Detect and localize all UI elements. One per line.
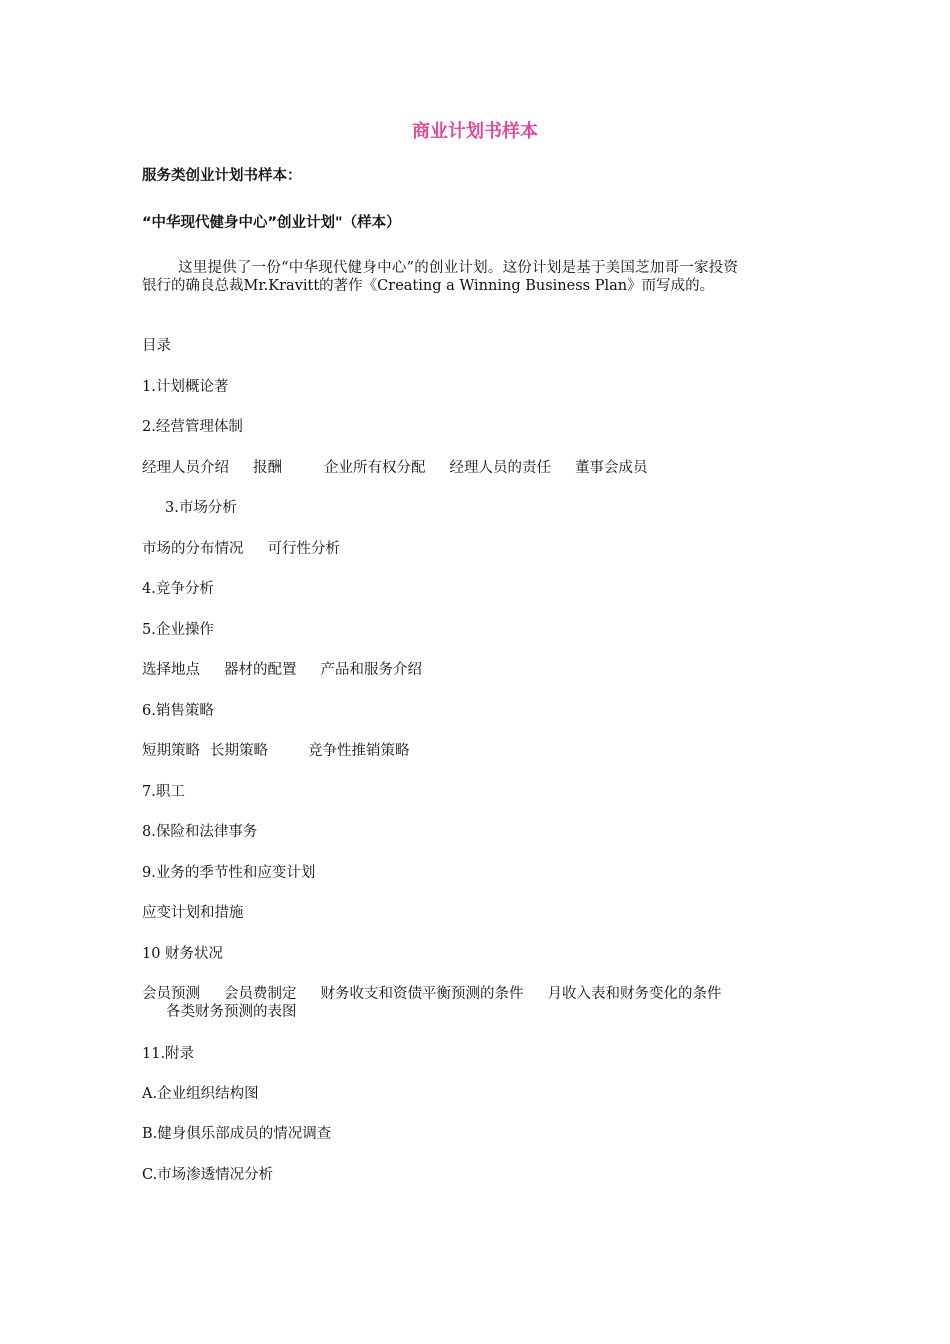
intro-paragraph: 这里提供了一份“中华现代健身中心”的创业计划。这份计划是基于美国芝加哥一家投资银行的确良总裁Mr.Kravitt的著作《Creating a Winning Business Plan》而写成的。 <box>142 260 738 294</box>
toc-item: 应变计划和措施 <box>142 905 244 921</box>
toc-subitem: 短期策略 <box>142 743 200 759</box>
section-heading: 服务类创业计划书样本： <box>142 168 302 184</box>
toc-item: C.市场渗透情况分析 <box>142 1167 274 1183</box>
toc-item: 4.竞争分析 <box>142 581 214 597</box>
toc-subitem: 月收入表和财务变化的条件 <box>547 986 722 1002</box>
toc-item: 11.附录 <box>142 1046 195 1062</box>
toc-item: 2.经营管理体制 <box>142 419 243 435</box>
toc-item: 5.企业操作 <box>142 622 214 638</box>
toc-subitem: 选择地点 <box>142 662 200 678</box>
toc-item: B.健身俱乐部成员的情况调查 <box>142 1126 332 1142</box>
toc-subitem: 财务收支和资债平衡预测的条件 <box>320 986 524 1002</box>
toc-subitem: 长期策略 <box>210 743 268 759</box>
toc-subitem: 经理人员的责任 <box>449 460 551 476</box>
toc-item: A.企业组织结构图 <box>142 1086 259 1102</box>
toc-subitem: 产品和服务介绍 <box>320 662 422 678</box>
toc-item: 1.计划概论著 <box>142 379 229 395</box>
toc-subitem: 经理人员介绍 <box>142 460 229 476</box>
toc-subitem: 会员费制定 <box>224 986 297 1002</box>
document-title: 商业计划书样本 <box>412 121 538 142</box>
toc-item: 6.销售策略 <box>142 703 214 719</box>
toc-subitem: 器材的配置 <box>224 662 297 678</box>
toc-subitem: 董事会成员 <box>575 460 648 476</box>
toc-subitem: 会员预测 <box>142 986 200 1002</box>
toc-item: 3.市场分析 <box>165 500 237 516</box>
toc-subitem: 可行性分析 <box>267 541 340 557</box>
toc-item: 9.业务的季节性和应变计划 <box>142 865 316 881</box>
toc-label: 目录 <box>142 338 171 354</box>
toc-subitems <box>142 742 410 760</box>
toc-item: 8.保险和法律事务 <box>142 824 258 840</box>
toc-subitems <box>142 459 648 477</box>
toc-subitem: 各类财务预测的表图 <box>166 1004 297 1020</box>
toc-item: 7.职工 <box>142 784 185 800</box>
toc-subitems <box>142 661 422 679</box>
toc-subitem: 企业所有权分配 <box>324 460 426 476</box>
toc-subitem: 市场的分布情况 <box>142 541 244 557</box>
toc-item: 10 财务状况 <box>142 946 224 962</box>
toc-subitem: 竞争性推销策略 <box>308 743 410 759</box>
toc-subitems <box>142 540 340 558</box>
plan-title: “中华现代健身中心”创业计划"（样本） <box>142 215 401 231</box>
toc-subitems <box>142 985 742 1021</box>
toc-subitem: 报酬 <box>253 460 282 476</box>
